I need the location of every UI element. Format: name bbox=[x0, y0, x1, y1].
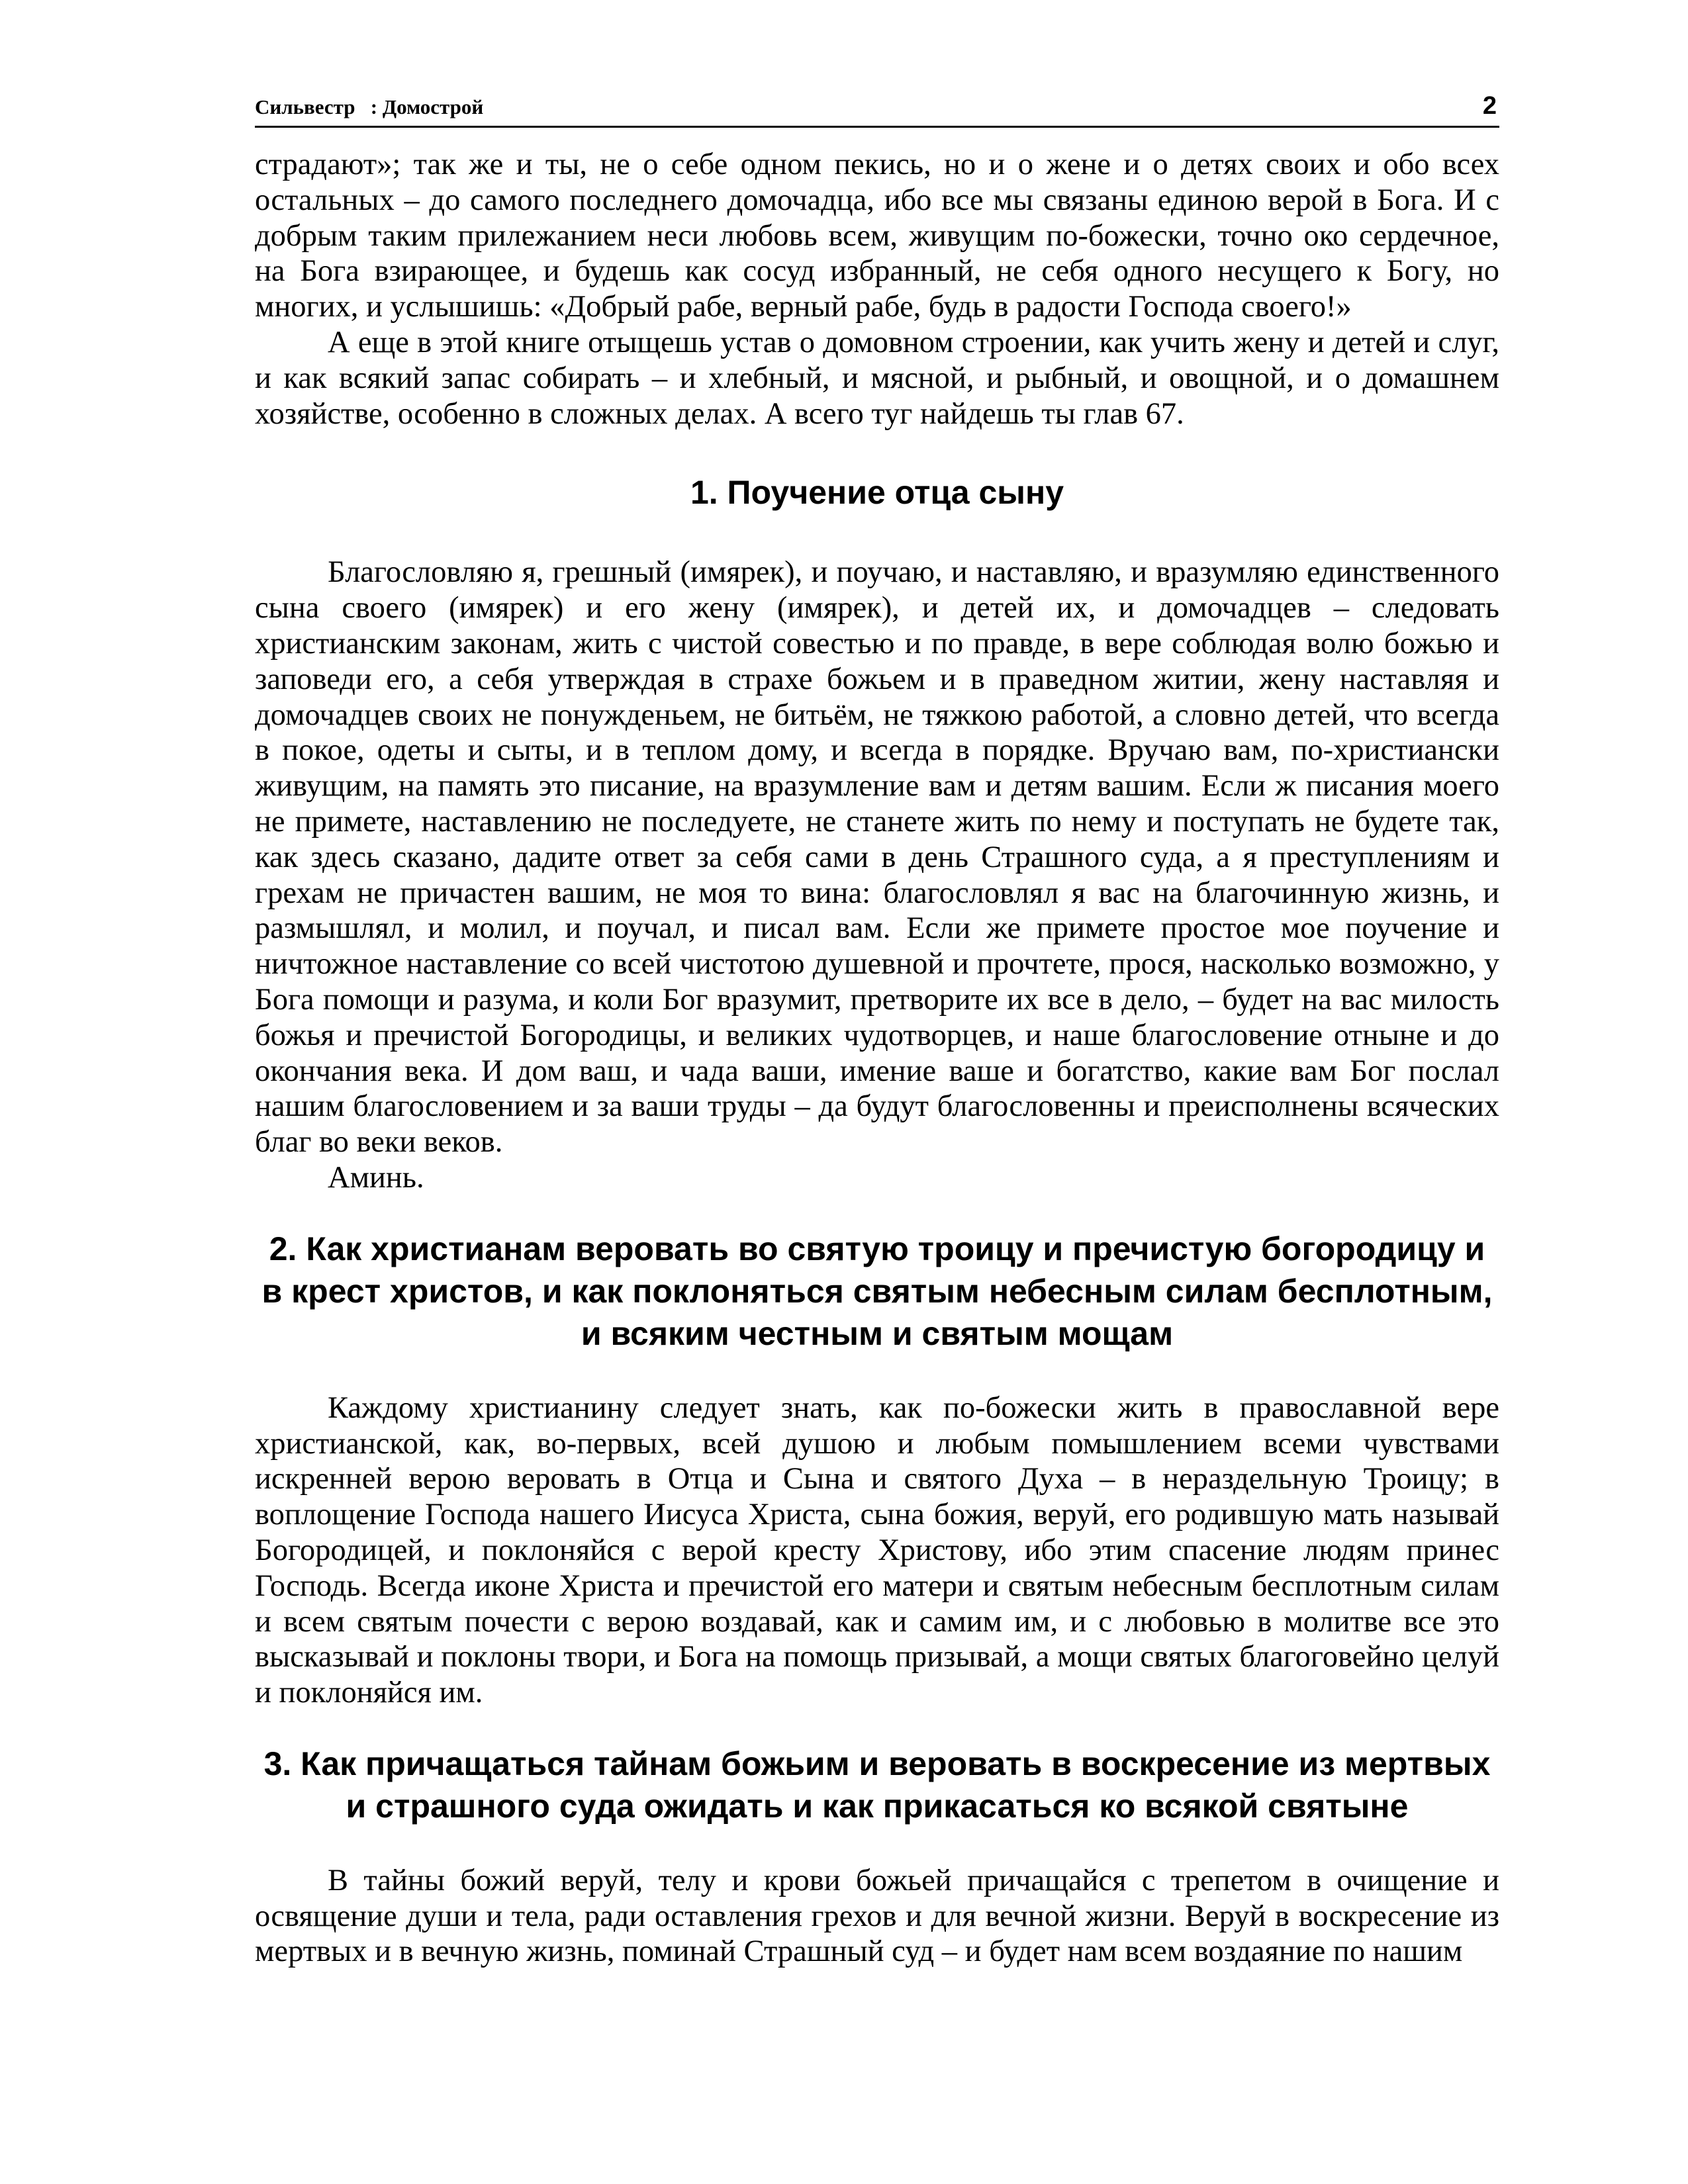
chapter-3-paragraph: В тайны божий веруй, телу и крови божьей причащайся с трепетом в очищение и освящение души и тела, ради оставления грехов и для вечной жизни. Веруй в воскресение из мертвых и в вечную жизнь, поминай Страшный суд – и будет нам всем воздаяние по нашим bbox=[255, 1863, 1499, 1969]
running-title: Сильвестр : Домострой bbox=[255, 95, 484, 118]
chapter-3-heading: 3. Как причащаться тайнам божьим и веровать в воскресение из мертвых и страшного суда ожидать и как прикасаться ко всякой святыне bbox=[263, 1745, 1491, 1825]
chapter-2-heading: 2. Как христианам веровать во святую троицу и пречистую богородицу и в крест христов, и как поклоняться святым небесным силам бесплотным, и всяким честным и святым мощам bbox=[261, 1230, 1493, 1352]
intro-paragraph-continued: страдают»; так же и ты, не о себе одном пекись, но и о жене и о детях своих и обо всех остальных – до самого последнего домочадца, ибо все мы связаны единою верой в Бога. И с добрым таким прилежанием неси любовь всем, живущим по-божески, точно око сердечное, на Бога взирающее, и будешь как сосуд избранный, не себя одного несущего к Богу, но многих, и услышишь: «Добрый рабе, верный рабе, будь в радости Господа своего!» bbox=[255, 148, 1499, 324]
intro-paragraph: А еще в этой книге отыщешь устав о домовном строении, как учить жену и детей и слуг, и как всякий запас собирать – и хлебный, и мясной, и рыбный, и овощной, и о домашнем хозяйстве, особенно в сложных делах. А всего туг найдешь ты глав 67. bbox=[255, 325, 1499, 431]
chapter-1-heading: 1. Поучение отца сыну bbox=[690, 474, 1064, 512]
page-number: 2 bbox=[1482, 92, 1497, 120]
chapter-2-paragraph: Каждому христианину следует знать, как по-божески жить в православной вере христианской, как, во-первых, всей душою и любым помышлением всеми чувствами искренней верою веровать в Отца и Сына и святого Духа – в нераздельную Троицу; в воплощение Господа нашего Иисуса Христа, сына божия, веруй, его родившую мать называй Богородицей, и поклоняйся с верой кресту Христову, ибо этим спасение людям принес Господь. Всегда иконе Христа и пречистой его матери и святым небесным бесплотным силам и всем святым почести с верою воздавай, как и самим им, и с любовью в молитве все это высказывай и поклоны твори, и Бога на помощь призывай, а мощи святых благоговейно целуй и поклоняйся им. bbox=[255, 1390, 1499, 1710]
page-header bbox=[255, 86, 1499, 128]
chapter-1-paragraph: Благословляю я, грешный (имярек), и поучаю, и наставляю, и вразумляю единственного сына своего (имярек) и его жену (имярек), и детей их, и домочадцев – следовать христианским законам, жить с чистой совестью и по правде, в вере соблюдая волю божью и заповеди его, а себя утверждая в страхе божьем и в праведном житии, жену наставляя и домочадцев своих не понужденьем, не битьём, не тяжкою работой, а словно детей, что всегда в покое, одеты и сыты, и в теплом дому, и всегда в порядке. Вручаю вам, по-христиански живущим, на память это писание, на вразумление вам и детям вашим. Если ж писания моего не примете, наставлению не последуете, не станете жить по нему и поступать не будете так, как здесь сказано, дадите ответ за себя сами в день Страшного суда, а я преступлениям и грехам не причастен вашим, не моя то вина: благословлял я вас на благочинную жизнь, и размышлял, и молил, и поучал, и писал вам. Если же примете простое мое поучение и ничтожное наставление со всей чистотою душевной и прочтете, прося, насколько возможно, у Бога помощи и разума, и коли Бог вразумит, претворите их все в дело, – будет на вас милость божья и пречистой Богородицы, и великих чудотворцев, и наше благословение отныне и до окончания века. И дом ваш, и чада ваши, имение ваше и богатство, какие вам Бог послал нашим благословением и за ваши труды – да будут благословенны и преисполнены всяческих благ во веки веков. bbox=[255, 555, 1499, 1160]
chapter-1-amen: Аминь. bbox=[328, 1160, 424, 1195]
page-body bbox=[255, 147, 1499, 1970]
